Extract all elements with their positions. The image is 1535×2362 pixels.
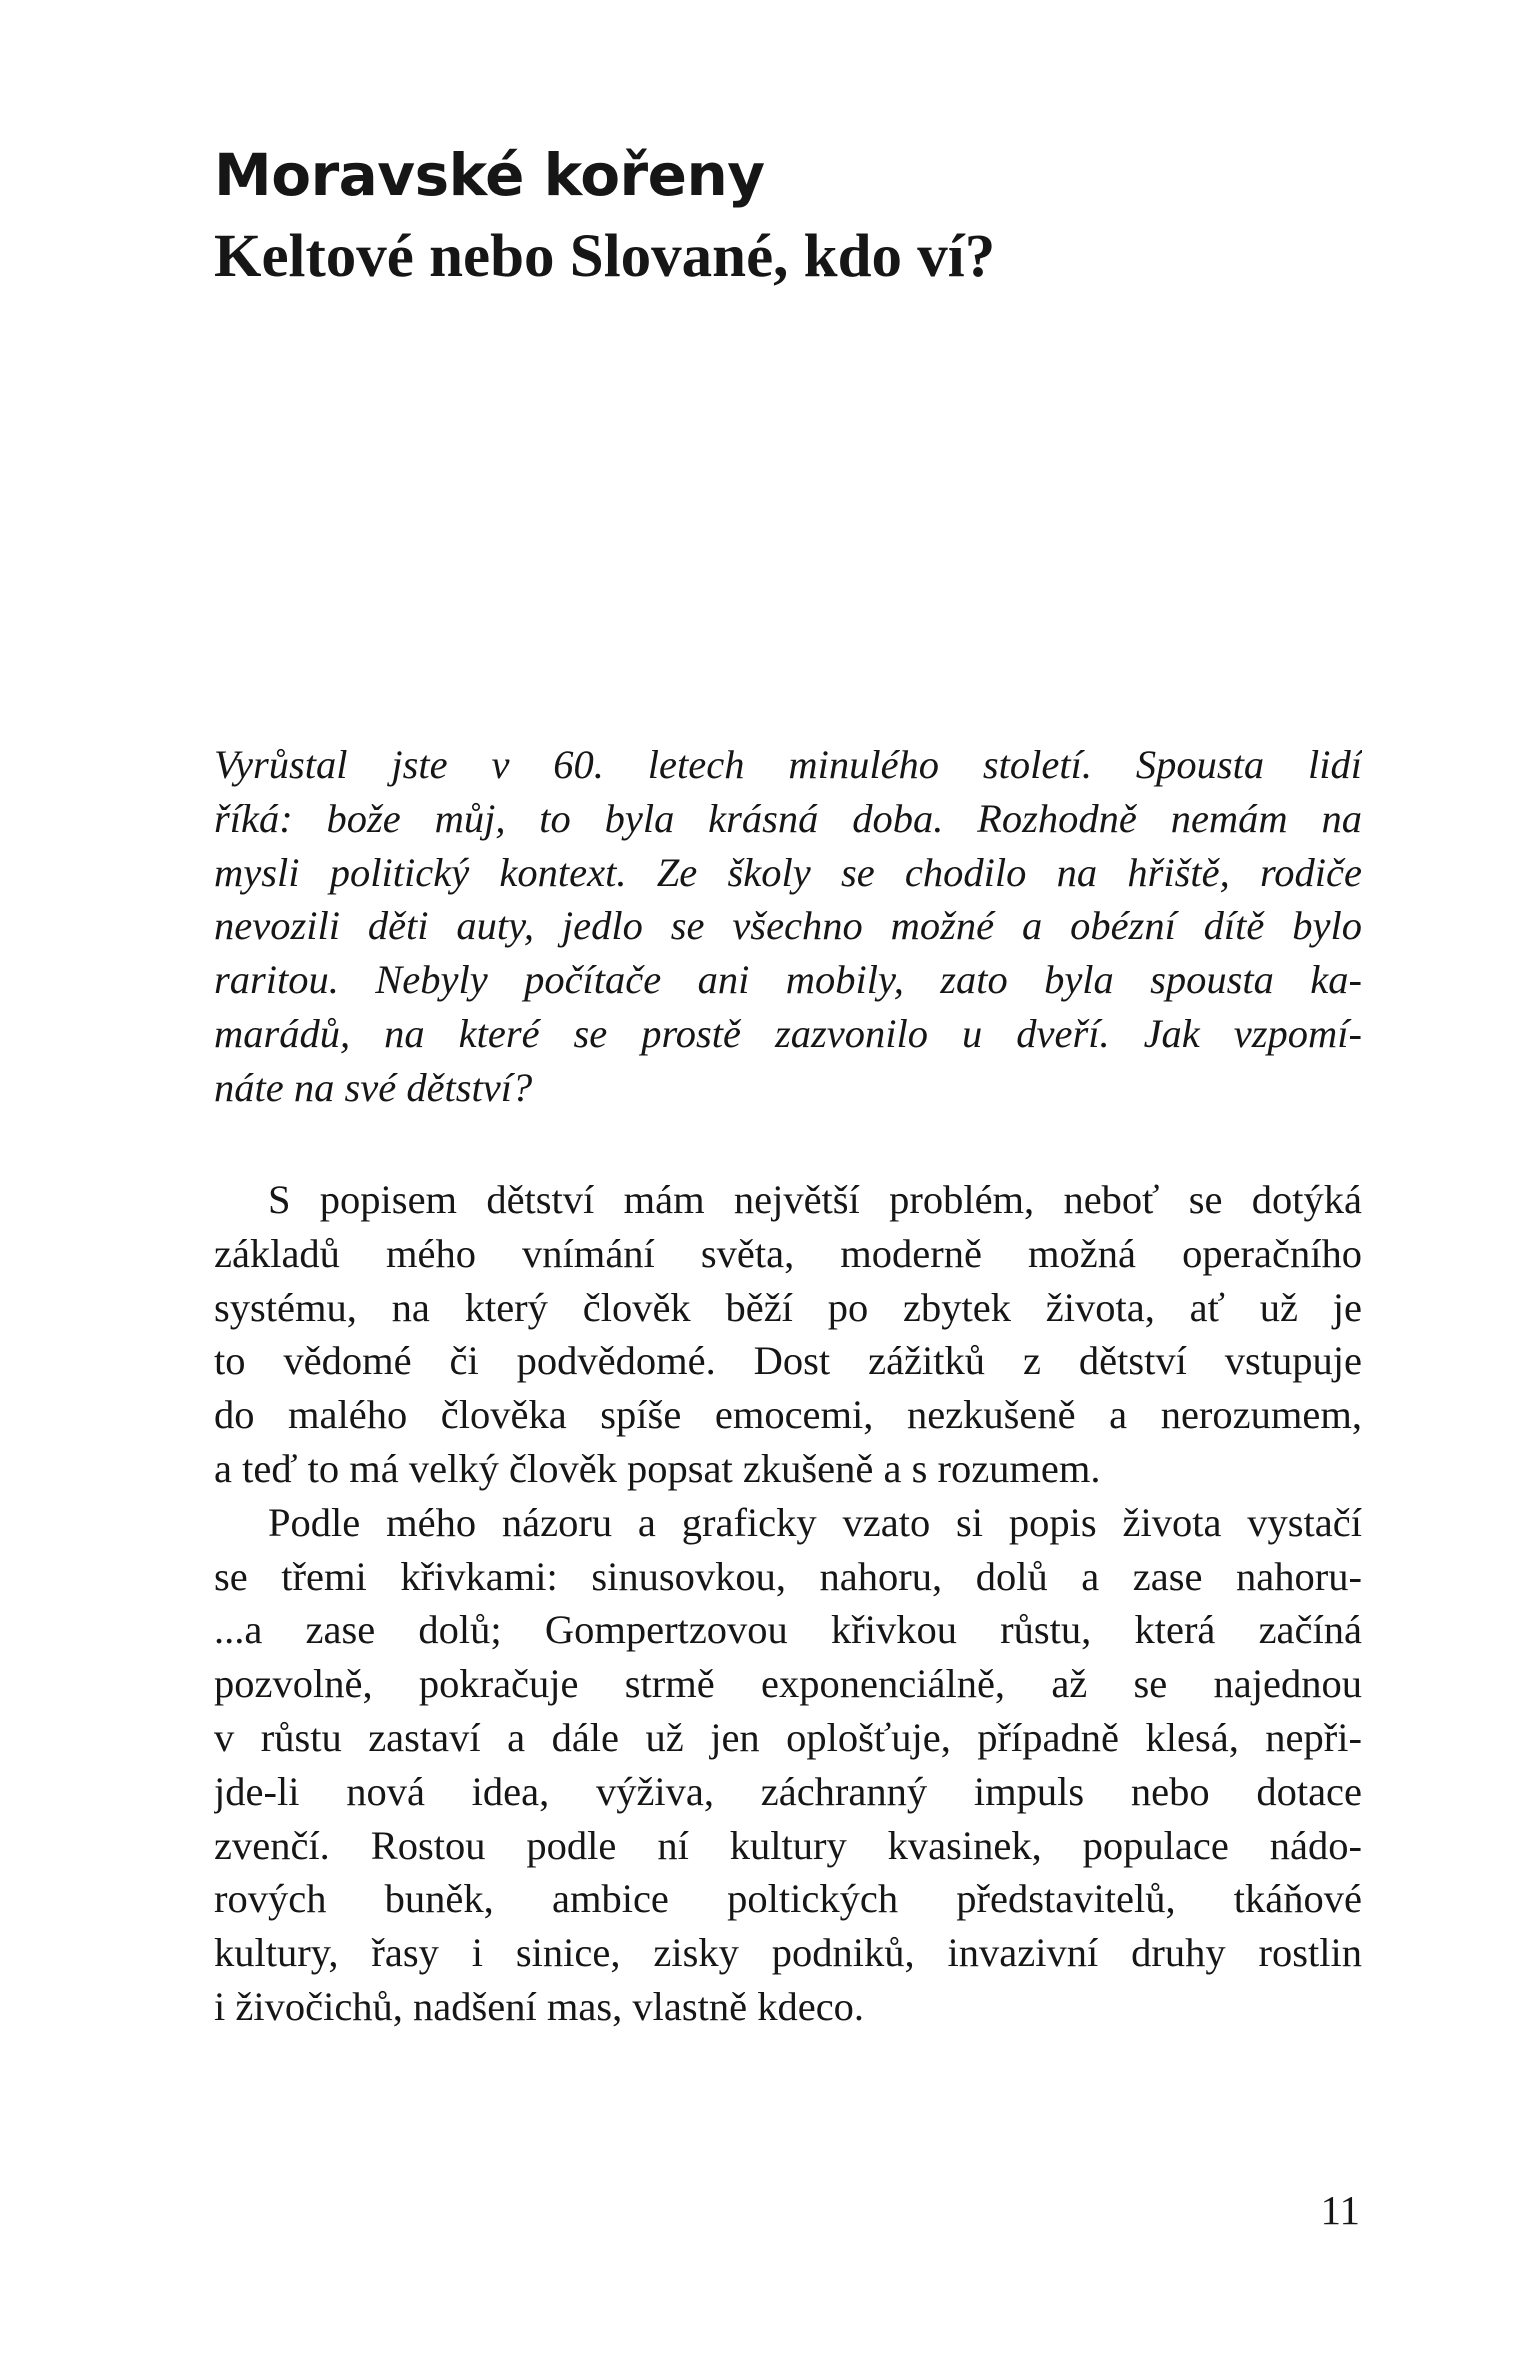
answer-line: a teď to má velký člověk popsat zkušeně a s rozumem. [214,1445,1101,1491]
answer-line: do malého člověka spíše emocemi, nezkušeně a nerozumem, [214,1392,1362,1438]
page-number: 11 [1320,2187,1360,2233]
chapter-subtitle: Keltové nebo Slované, kdo ví? [214,223,996,290]
answer-line: v růstu zastaví a dále už jen oplošťuje, případně klesá, nepři- [214,1714,1362,1760]
interview-answer [214,1173,1362,2034]
question-line: náte na své dětství? [214,1064,533,1110]
question-line: nevozili děti auty, jedlo se všechno možné a obézní dítě bylo [214,903,1362,949]
answer-line: se třemi křivkami: sinusovkou, nahoru, dolů a zase nahoru- [214,1553,1362,1599]
answer-line: zvenčí. Rostou podle ní kultury kvasinek, populace nádo- [214,1822,1362,1868]
answer-line: systému, na který člověk běží po zbytek života, ať už je [214,1284,1362,1330]
answer-line: základů mého vnímání světa, moderně možná operačního [214,1230,1362,1276]
answer-line: i živočichů, nadšení mas, vlastně kdeco. [214,1983,865,2029]
answer-paragraph-1 [214,1173,1362,1496]
answer-line: ...a zase dolů; Gompertzovou křivkou růstu, která začíná [214,1607,1362,1653]
answer-line: S popisem dětství mám největší problém, neboť se dotýká [268,1177,1362,1222]
answer-line: jde-li nová idea, výživa, záchranný impuls nebo dotace [214,1768,1362,1814]
question-line: raritou. Nebyly počítače ani mobily, zato byla spousta ka- [214,957,1362,1003]
answer-line: to vědomé či podvědomé. Dost zážitků z dětství vstupuje [214,1338,1362,1384]
answer-line: Podle mého názoru a graficky vzato si popis života vystačí [268,1499,1362,1545]
answer-line: pozvolně, pokračuje strmě exponenciálně, až se najednou [214,1661,1362,1707]
chapter-title: Moravské kořeny [214,141,765,209]
question-line: Vyrůstal jste v 60. letech minulého století. Spousta lidí [214,742,1362,787]
question-line: mysli politický kontext. Ze školy se chodilo na hřiště, rodiče [214,849,1362,895]
question-line: říká: bože můj, to byla krásná doba. Rozhodně nemám na [214,795,1362,841]
question-line: marádů, na které se prostě zazvonilo u dveří. Jak vzpomí- [214,1010,1362,1056]
answer-line: rových buněk, ambice poltických představitelů, tkáňové [214,1876,1362,1922]
interview-question [214,738,1362,1115]
answer-paragraph-2 [214,1496,1362,2034]
answer-line: kultury, řasy i sinice, zisky podniků, invazivní druhy rostlin [214,1930,1362,1976]
